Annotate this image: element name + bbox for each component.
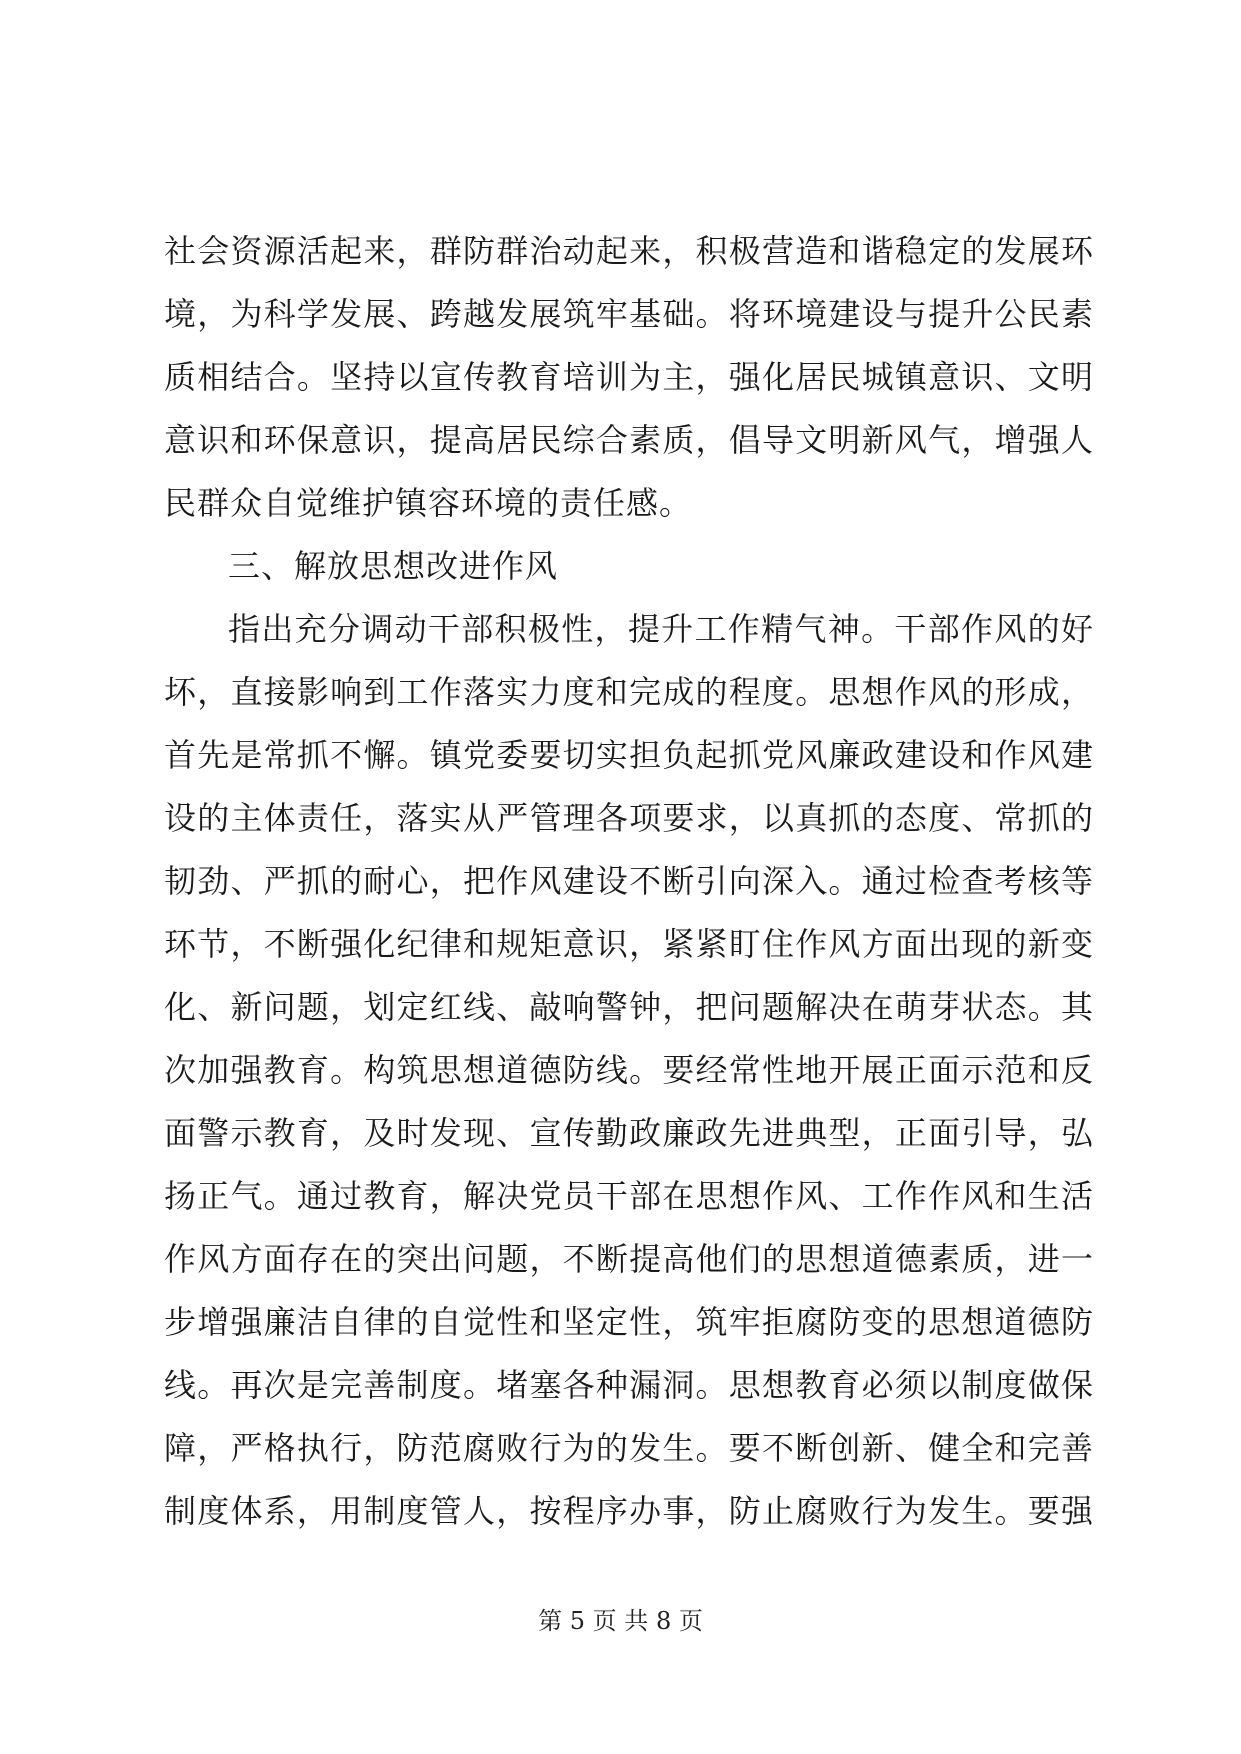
paragraph-line: 质相结合。坚持以宣传教育培训为主，强化居民城镇意识、文明	[164, 358, 1094, 396]
paragraph-line: 首先是常抓不懈。镇党委要切实担负起抓党风廉政建设和作风建	[164, 736, 1094, 774]
paragraph-line: 民群众自觉维护镇容环境的责任感。	[164, 484, 693, 522]
paragraph-line: 社会资源活起来，群防群治动起来，积极营造和谐稳定的发展环	[164, 232, 1094, 270]
paragraph-line: 意识和环保意识，提高居民综合素质，倡导文明新风气，增强人	[164, 421, 1094, 459]
document-body	[164, 220, 1094, 1543]
paragraph-line: 步增强廉洁自律的自觉性和坚定性，筑牢拒腐防变的思想道德防	[164, 1303, 1094, 1341]
paragraph-line: 制度体系，用制度管人，按程序办事，防止腐败行为发生。要强	[164, 1492, 1094, 1530]
paragraph-line: 韧劲、严抓的耐心，把作风建设不断引向深入。通过检查考核等	[164, 862, 1094, 900]
paragraph-line: 化、新问题，划定红线、敲响警钟，把问题解决在萌芽状态。其	[164, 988, 1094, 1026]
paragraph-line: 设的主体责任，落实从严管理各项要求，以真抓的态度、常抓的	[164, 799, 1094, 837]
page-number-footer: 第 5 页 共 8 页	[538, 1607, 703, 1635]
section-heading: 三、解放思想改进作风	[228, 547, 559, 585]
paragraph-line: 障，严格执行，防范腐败行为的发生。要不断创新、健全和完善	[164, 1429, 1094, 1467]
paragraph-line: 次加强教育。构筑思想道德防线。要经常性地开展正面示范和反	[164, 1051, 1094, 1089]
paragraph-line: 指出充分调动干部积极性，提升工作精气神。干部作风的好	[228, 610, 1094, 648]
paragraph-line: 面警示教育，及时发现、宣传勤政廉政先进典型，正面引导，弘	[164, 1114, 1094, 1152]
paragraph-line: 境，为科学发展、跨越发展筑牢基础。将环境建设与提升公民素	[164, 295, 1094, 333]
paragraph-line: 作风方面存在的突出问题，不断提高他们的思想道德素质，进一	[164, 1240, 1094, 1278]
paragraph-line: 扬正气。通过教育，解决党员干部在思想作风、工作作风和生活	[164, 1177, 1094, 1215]
paragraph-line: 线。再次是完善制度。堵塞各种漏洞。思想教育必须以制度做保	[164, 1366, 1094, 1404]
paragraph-line: 坏，直接影响到工作落实力度和完成的程度。思想作风的形成，	[164, 673, 1094, 711]
paragraph-line: 环节，不断强化纪律和规矩意识，紧紧盯住作风方面出现的新变	[164, 925, 1094, 963]
